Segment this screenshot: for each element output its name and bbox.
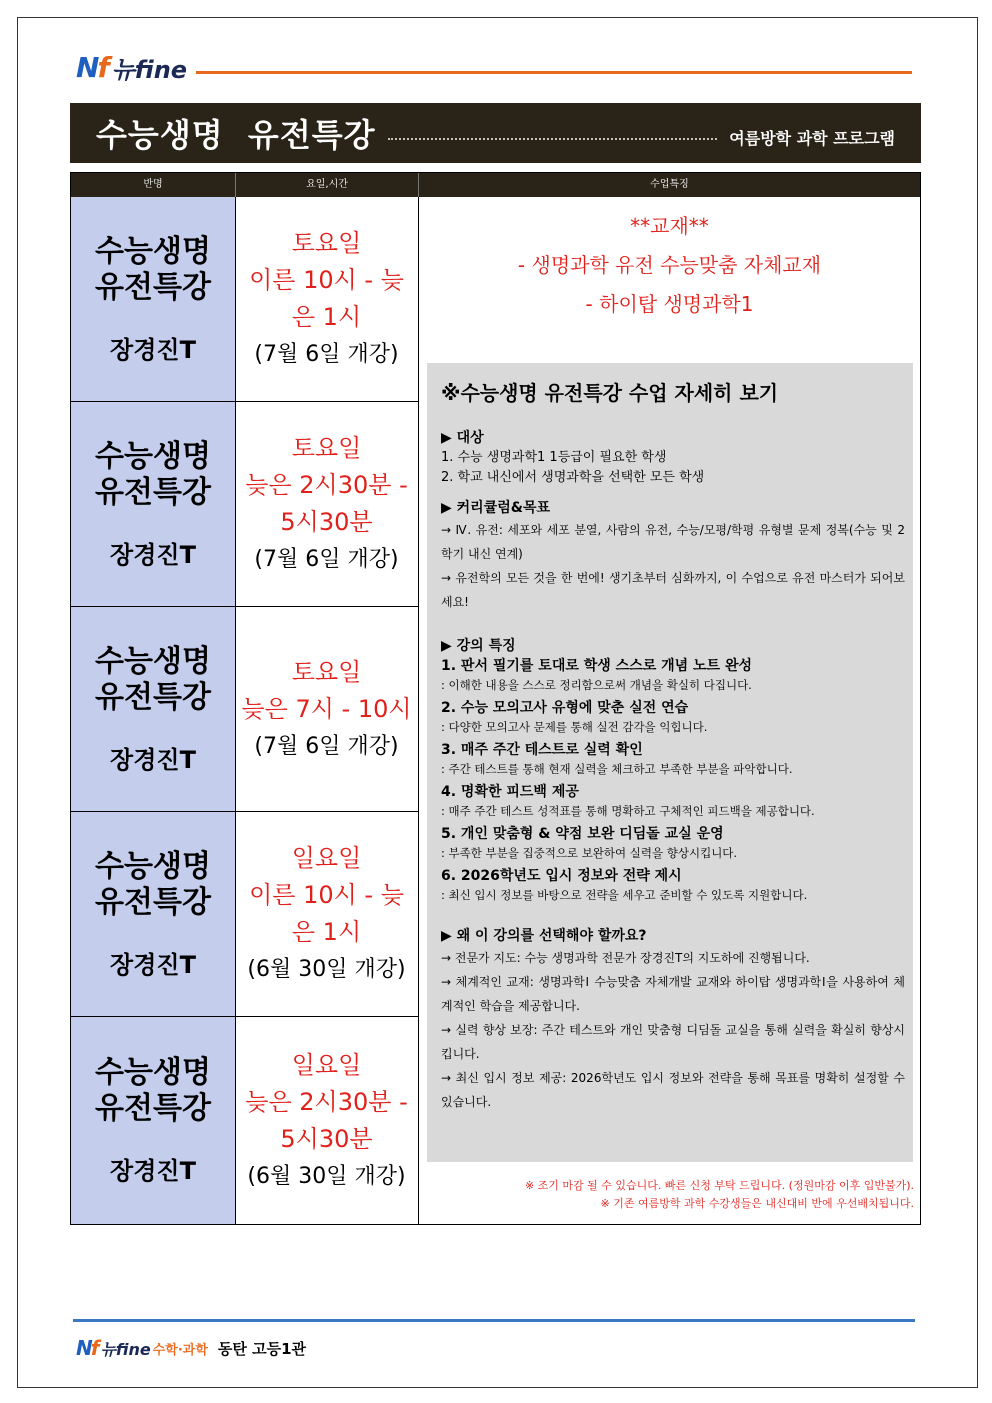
feature-desc: : 주간 테스트를 통해 현재 실력을 체크하고 부족한 부분을 파악합니다. <box>441 762 793 776</box>
course-name: 유전특강 <box>95 679 211 715</box>
notice-line: ※ 조기 마감 될 수 있습니다. 빠른 신청 부탁 드립니다. (정원마감 이후 입반불가). <box>524 1179 914 1192</box>
class-name-cell <box>71 197 235 401</box>
open-date: (7월 6일 개강) <box>254 342 399 367</box>
class-hours: 늦은 2시30분 - 5시30분 <box>245 1087 408 1153</box>
teacher-name: 장경진T <box>110 335 196 364</box>
class-hours: 이른 10시 - 늦은 1시 <box>249 881 404 946</box>
course-name: 수능생명 <box>95 643 211 679</box>
teacher-name: 장경진T <box>110 950 196 979</box>
course-name: 수능생명 <box>95 1055 211 1090</box>
open-date: (6월 30일 개강) <box>247 957 406 982</box>
day-time-cell <box>235 402 418 606</box>
teacher-name: 장경진T <box>110 540 196 569</box>
feature-desc: : 부족한 부분을 집중적으로 보완하여 실력을 향상시킵니다. <box>441 846 738 860</box>
feature-title: 1. 판서 필기를 토대로 학생 스스로 개념 노트 완성 <box>441 658 753 674</box>
feature-title: 4. 명확한 피드백 제공 <box>441 784 579 800</box>
title-dotted-leader <box>388 138 718 140</box>
logo-text: 뉴fine <box>111 56 188 84</box>
open-date: (7월 6일 개강) <box>254 733 399 759</box>
class-hours: 늦은 7시 - 10시 <box>241 694 412 723</box>
day-time-cell <box>235 197 418 401</box>
textbook-item: - 하이탑 생명과학1 <box>585 292 754 316</box>
footer-subject: 수학·과학 <box>152 1342 208 1358</box>
textbook-title: **교재** <box>630 214 709 238</box>
teacher-name: 장경진T <box>110 745 196 774</box>
why-item: → 최신 입시 정보 제공: 2026학년도 입시 정보와 전략을 통해 목표를 명확히 설정할 수 있습니다. <box>441 1071 905 1109</box>
why-heading: ▶ 왜 이 강의를 선택해야 할까요? <box>441 928 647 944</box>
open-date: (7월 6일 개강) <box>254 547 399 572</box>
class-day: 일요일 <box>291 1050 362 1079</box>
schedule-table <box>70 172 921 1225</box>
why-item: → 실력 향상 보장: 주간 테스트와 개인 맞춤형 디딤돌 교실을 통해 실력을 확실히 향상시킵니다. <box>441 1023 905 1061</box>
footer-logo-mark-icon: Nf <box>76 1336 98 1360</box>
course-name: 유전특강 <box>95 269 211 305</box>
footer-brand <box>76 1336 306 1360</box>
header-features: 수업특징 <box>418 173 920 197</box>
feature-title: 6. 2026학년도 입시 정보와 전략 제시 <box>441 868 682 884</box>
detail-title: ※수능생명 유전특강 수업 자세히 보기 <box>441 381 779 405</box>
class-name-cell <box>71 607 235 811</box>
table-row <box>71 402 418 607</box>
page-title: 수능생명 유전특강 <box>96 116 376 154</box>
class-day: 토요일 <box>291 229 362 257</box>
target-item: 1. 수능 생명과학1 1등급이 필요한 학생 <box>441 450 667 465</box>
footer-campus: 동탄 고등1관 <box>217 1339 307 1358</box>
class-day: 토요일 <box>291 434 362 462</box>
curriculum-heading: ▶ 커리큘럼&목표 <box>441 500 550 516</box>
class-hours: 늦은 2시30분 - 5시30분 <box>245 471 408 536</box>
feature-title: 2. 수능 모의고사 유형에 맞춘 실전 연습 <box>441 700 689 716</box>
footer-logo-text: 뉴fine <box>100 1339 151 1359</box>
course-name: 수능생명 <box>95 233 211 269</box>
class-day: 토요일 <box>291 657 362 686</box>
title-bar <box>70 103 921 163</box>
course-name: 유전특강 <box>95 1091 211 1126</box>
class-detail-box <box>427 363 913 1162</box>
feature-desc: : 이해한 내용을 스스로 정리함으로써 개념을 확실히 다집니다. <box>441 678 752 692</box>
target-heading: ▶ 대상 <box>441 430 484 446</box>
feature-desc: : 최신 입시 정보를 바탕으로 전략을 세우고 준비할 수 있도록 지원합니다. <box>441 888 808 902</box>
table-header <box>71 173 920 197</box>
textbook-item: - 생명과학 유전 수능맞춤 자체교재 <box>517 253 822 277</box>
target-item: 2. 학교 내신에서 생명과학을 선택한 모든 학생 <box>441 470 705 485</box>
page-subtitle: 여름방학 과학 프로그램 <box>729 128 895 148</box>
why-item: → 전문가 지도: 수능 생명과학 전문가 장경진T의 지도하에 진행됩니다. <box>441 951 810 965</box>
day-time-cell <box>235 812 418 1016</box>
course-name: 수능생명 <box>95 848 211 884</box>
day-time-cell <box>235 607 418 811</box>
curriculum-item: → 유전학의 모든 것을 한 번에! 생기초부터 심화까지, 이 수업으로 유전 마스터가 되어보세요! <box>441 571 905 609</box>
table-row <box>71 1017 418 1224</box>
feature-title: 5. 개인 맞춤형 & 약점 보완 디딤돌 교실 운영 <box>441 826 724 842</box>
header-divider <box>196 71 912 74</box>
feature-desc: : 매주 주간 테스트 성적표를 통해 명확하고 구체적인 피드백을 제공합니다. <box>441 804 815 818</box>
logo-mark-icon: Nf <box>76 51 108 84</box>
brand-logo <box>76 50 187 85</box>
feature-desc: : 다양한 모의고사 문제를 통해 실전 감각을 익힙니다. <box>441 720 708 734</box>
features-cell <box>419 197 920 1224</box>
class-day: 일요일 <box>291 844 362 872</box>
class-name-cell <box>71 402 235 606</box>
curriculum-item: → Ⅳ. 유전: 세포와 세포 분열, 사람의 유전, 수능/모평/학평 유형별 문제 정복(수능 및 2학기 내신 연계) <box>441 523 905 561</box>
class-name-cell <box>71 812 235 1016</box>
course-name: 유전특강 <box>95 474 211 510</box>
notice-line: ※ 기존 여름방학 과학 수강생들은 내신대비 반에 우선배치됩니다. <box>600 1197 914 1210</box>
header-class-name: 반명 <box>143 179 163 190</box>
table-row <box>71 812 418 1017</box>
textbook-info <box>419 207 920 324</box>
class-name-cell <box>71 1017 235 1224</box>
notice-text <box>525 1177 914 1213</box>
class-hours: 이른 10시 - 늦은 1시 <box>249 266 404 331</box>
feature-title: 3. 매주 주간 테스트로 실력 확인 <box>441 742 643 758</box>
open-date: (6월 30일 개강) <box>247 1163 406 1189</box>
table-row <box>71 197 418 402</box>
header-day-time: 요일,시간 <box>235 173 418 197</box>
course-name: 수능생명 <box>95 438 211 474</box>
teacher-name: 장경진T <box>110 1157 196 1185</box>
day-time-cell <box>235 1017 418 1224</box>
why-item: → 체계적인 교재: 생명과학Ⅰ 수능맞춤 자체개발 교재와 하이탑 생명과학Ⅰ을 사용하여 체계적인 학습을 제공합니다. <box>441 975 905 1013</box>
course-name: 유전특강 <box>95 884 211 920</box>
footer-divider <box>73 1319 915 1322</box>
table-row <box>71 607 418 812</box>
features-heading: ▶ 강의 특징 <box>441 638 516 654</box>
